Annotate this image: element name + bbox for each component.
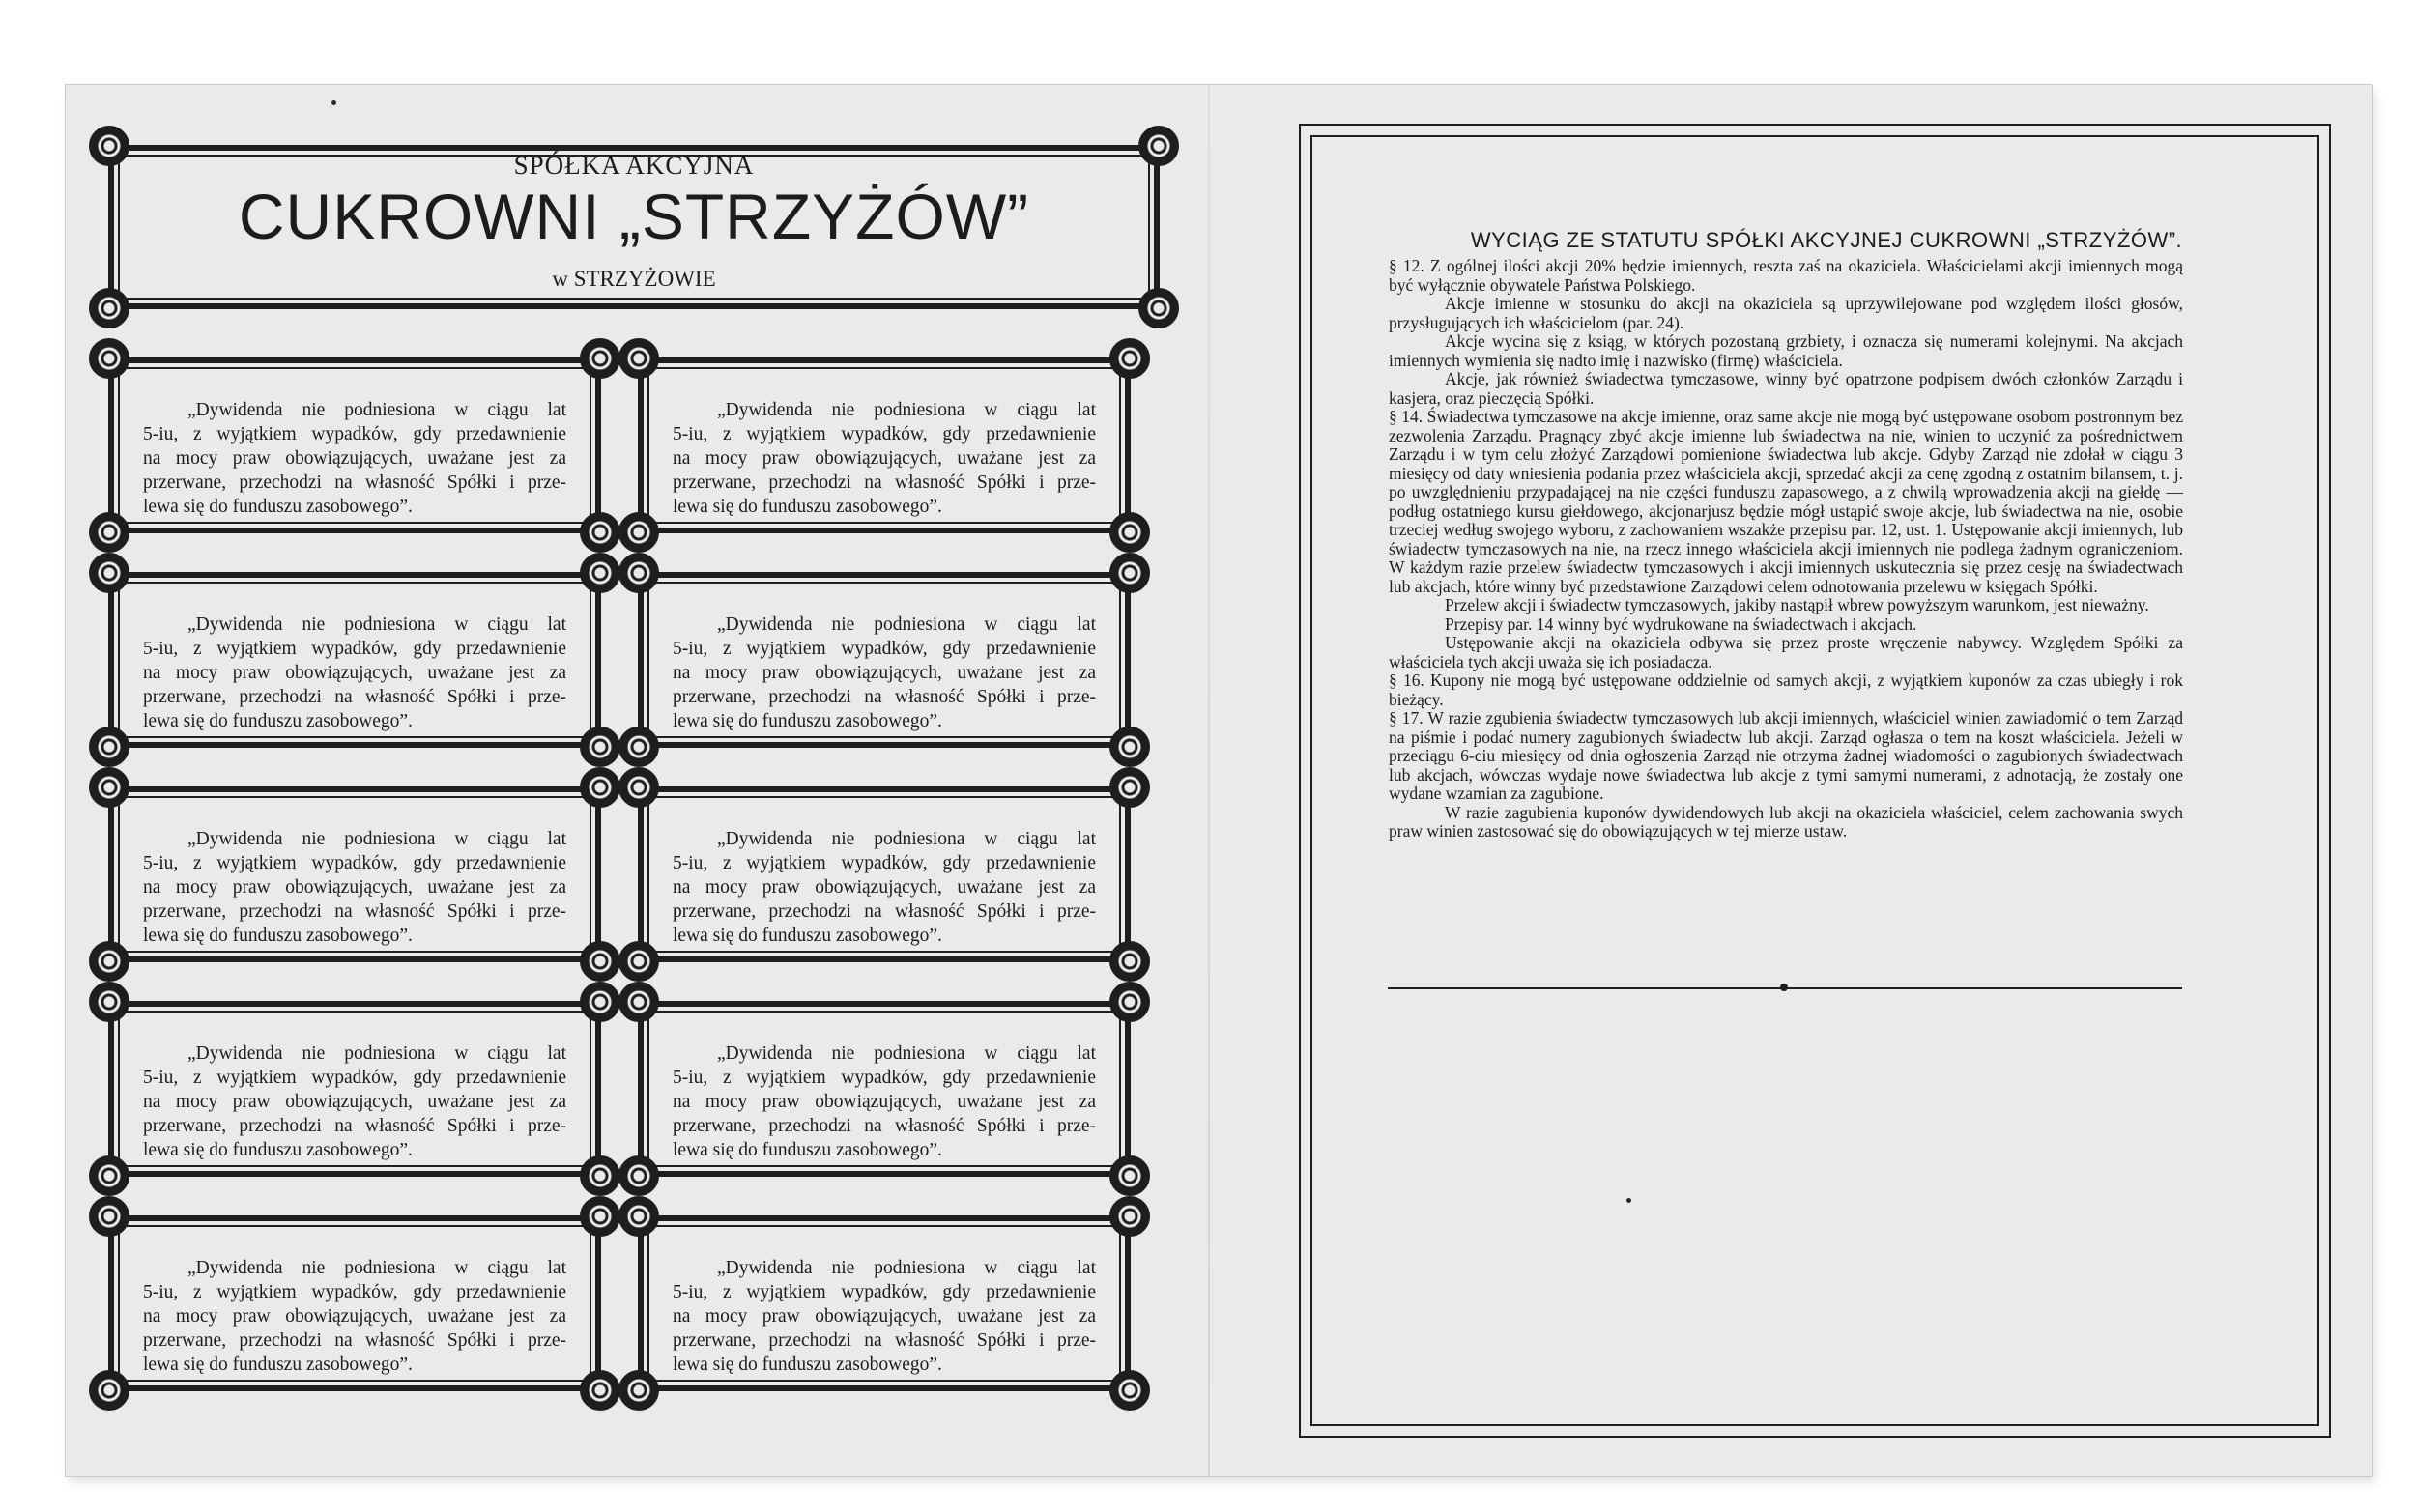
- rosette-ornament: [618, 982, 659, 1022]
- coupon-line: przerwane, przechodzi na własność Spółki i prze-: [673, 1330, 1096, 1351]
- rosette-ornament: [1109, 338, 1150, 379]
- statute-paragraph: Przelew akcji i świadectw tymczasowych, jakiby nastąpił wbrew powyższym warunkom, jest nieważny.: [1445, 595, 2149, 614]
- ink-speck: [331, 100, 336, 105]
- coupon-line: lewa się do funduszu zasobowego”.: [143, 711, 413, 731]
- coupon-text: [143, 827, 566, 948]
- statute-end-ornament: [1780, 984, 1788, 991]
- statute-paragraph: Ustępowanie akcji na okaziciela odbywa się przez proste wręczenie nabywcy. Względem Spółki za właściciela tych akcji uważa się ich posiadacza.: [1389, 633, 2183, 671]
- company-location: w STRZYŻOWIE: [552, 267, 716, 291]
- rosette-ornament: [580, 941, 620, 982]
- rosette-ornament: [1109, 767, 1150, 808]
- coupon-line: lewa się do funduszu zasobowego”.: [143, 1355, 413, 1375]
- coupon-line: 5-iu, z wyjątkiem wypadków, gdy przedawnienie: [143, 1068, 566, 1088]
- coupon-line: lewa się do funduszu zasobowego”.: [673, 1140, 942, 1160]
- coupon-line: przerwane, przechodzi na własność Spółki i prze-: [143, 1330, 566, 1351]
- dividend-coupon: [108, 786, 601, 962]
- coupon-line: na mocy praw obowiązujących, uważane jest za: [143, 1092, 566, 1112]
- coupon-text: [143, 398, 566, 519]
- statute-paragraph: § 16. Kupony nie mogą być ustępowane oddzielnie od samych akcji, z wyjątkiem kuponów za czas ubiegły i rok bieżący.: [1389, 670, 2183, 709]
- statute-paragraph: Akcje imienne w stosunku do akcji na okaziciela są uprzywilejowane pod względem ilości głosów, przysługujących ich właścicielom (par. 24).: [1389, 294, 2183, 332]
- statute-paragraph: W razie zagubienia kuponów dywidendowych lub akcji na okaziciela właściciel, celem zachowania swych praw winien zastosować się do obowiązujących w tej mierze ustaw.: [1389, 802, 2183, 841]
- statute-text: [1389, 257, 2183, 842]
- statute-paragraph: § 12. Z ogólnej ilości akcji 20% będzie imiennych, reszta zaś na okaziciela. Właścicielami akcji imiennych mogą być wyłącznie obywatele Państwa Polskiego.: [1389, 256, 2183, 295]
- dividend-coupon: [638, 1001, 1131, 1177]
- rosette-ornament: [89, 727, 129, 767]
- fold-line: [1208, 85, 1210, 1476]
- coupon-line: 5-iu, z wyjątkiem wypadków, gdy przedawnienie: [673, 424, 1096, 444]
- rosette-ornament: [1109, 982, 1150, 1022]
- rosette-ornament: [580, 553, 620, 593]
- statute-paragraph: Akcje wycina się z ksiąg, w których pozostaną grzbiety, i oznacza się numerami kolejnymi. Na akcjach imiennych wymienia się nadto imię i nazwisko (firmę) właściciela.: [1389, 331, 2183, 370]
- rosette-ornament: [89, 1155, 129, 1196]
- coupon-line: na mocy praw obowiązujących, uważane jest za: [673, 1306, 1096, 1327]
- coupon-line: 5-iu, z wyjątkiem wypadków, gdy przedawnienie: [143, 639, 566, 659]
- coupon-text: [673, 1256, 1096, 1377]
- dividend-coupon: [638, 572, 1131, 748]
- rosette-ornament: [580, 1370, 620, 1411]
- coupon-line: lewa się do funduszu zasobowego”.: [143, 1140, 413, 1160]
- dividend-coupon: [108, 1215, 601, 1391]
- coupon-line: „Dywidenda nie podniesiona w ciągu lat: [187, 1258, 566, 1278]
- coupon-text: [673, 1041, 1096, 1162]
- coupon-line: lewa się do funduszu zasobowego”.: [143, 926, 413, 946]
- coupon-line: na mocy praw obowiązujących, uważane jest za: [673, 1092, 1096, 1112]
- coupon-line: 5-iu, z wyjątkiem wypadków, gdy przedawnienie: [673, 639, 1096, 659]
- coupon-line: lewa się do funduszu zasobowego”.: [673, 711, 942, 731]
- coupon-line: na mocy praw obowiązujących, uważane jest za: [143, 663, 566, 683]
- coupon-line: na mocy praw obowiązujących, uważane jest za: [673, 448, 1096, 469]
- statute-paragraph: Akcje, jak również świadectwa tymczasowe, winny być opatrzone podpisem dwóch członków Zarządu i kasjera, oraz pieczęcią Spółki.: [1389, 369, 2183, 408]
- coupon-text: [673, 398, 1096, 519]
- rosette-ornament: [89, 512, 129, 553]
- coupon-line: „Dywidenda nie podniesiona w ciągu lat: [717, 400, 1096, 420]
- rosette-ornament: [580, 767, 620, 808]
- coupon-line: przerwane, przechodzi na własność Spółki i prze-: [143, 1116, 566, 1136]
- coupon-line: 5-iu, z wyjątkiem wypadków, gdy przedawnienie: [143, 424, 566, 444]
- coupon-line: na mocy praw obowiązujących, uważane jest za: [143, 877, 566, 898]
- dividend-coupon: [638, 1215, 1131, 1391]
- rosette-ornament: [1109, 1196, 1150, 1237]
- rosette-ornament: [580, 1196, 620, 1237]
- coupon-line: 5-iu, z wyjątkiem wypadków, gdy przedawnienie: [673, 853, 1096, 873]
- coupon-line: „Dywidenda nie podniesiona w ciągu lat: [187, 614, 566, 635]
- coupon-line: na mocy praw obowiązujących, uważane jest za: [143, 448, 566, 469]
- coupon-line: 5-iu, z wyjątkiem wypadków, gdy przedawnienie: [673, 1282, 1096, 1302]
- coupon-line: 5-iu, z wyjątkiem wypadków, gdy przedawnienie: [673, 1068, 1096, 1088]
- coupon-line: lewa się do funduszu zasobowego”.: [673, 926, 942, 946]
- rosette-ornament: [618, 512, 659, 553]
- coupon-text: [143, 613, 566, 733]
- statute-paragraph: Przepisy par. 14 winny być wydrukowane na świadectwach i akcjach.: [1445, 613, 1917, 634]
- dividend-coupon: [108, 357, 601, 533]
- rosette-ornament: [89, 553, 129, 593]
- coupon-line: na mocy praw obowiązujących, uważane jest za: [673, 877, 1096, 898]
- rosette-ornament: [580, 982, 620, 1022]
- coupon-line: lewa się do funduszu zasobowego”.: [143, 497, 413, 517]
- dividend-coupon: [108, 572, 601, 748]
- rosette-ornament: [1109, 727, 1150, 767]
- rosette-ornament: [618, 1196, 659, 1237]
- coupon-line: „Dywidenda nie podniesiona w ciągu lat: [187, 1043, 566, 1064]
- coupon-text: [673, 827, 1096, 948]
- coupon-line: „Dywidenda nie podniesiona w ciągu lat: [717, 1043, 1096, 1064]
- coupon-line: 5-iu, z wyjątkiem wypadków, gdy przedawnienie: [143, 853, 566, 873]
- coupon-line: „Dywidenda nie podniesiona w ciągu lat: [717, 829, 1096, 849]
- rosette-ornament: [618, 727, 659, 767]
- rosette-ornament: [89, 767, 129, 808]
- rosette-ornament: [89, 1370, 129, 1411]
- rosette-ornament: [1109, 1155, 1150, 1196]
- rosette-ornament: [618, 1155, 659, 1196]
- rosette-ornament: [580, 512, 620, 553]
- coupon-line: przerwane, przechodzi na własność Spółki i prze-: [673, 687, 1096, 707]
- rosette-ornament: [580, 1155, 620, 1196]
- dividend-coupon: [638, 357, 1131, 533]
- coupon-line: przerwane, przechodzi na własność Spółki i prze-: [673, 901, 1096, 922]
- rosette-ornament: [1109, 512, 1150, 553]
- coupon-line: przerwane, przechodzi na własność Spółki i prze-: [143, 472, 566, 493]
- rosette-ornament: [618, 1370, 659, 1411]
- rosette-ornament: [1109, 941, 1150, 982]
- coupon-line: przerwane, przechodzi na własność Spółki i prze-: [143, 901, 566, 922]
- statute-paragraph: § 17. W razie zgubienia świadectw tymczasowych lub akcji imiennych, właściciel winien zawiadomić o tem Zarząd na piśmie i podać numery zagubionych świadectw lub akcji. Zarząd ogłasza o tem na koszt właściciela. Jeżeli w przeciągu 6-ciu miesięcy od dnia ogłoszenia Zarząd nie otrzyma żadnej wiadomości o zagubionych świadectwach lub akcjach, wówczas wydaje nowe świadectwa lub akcje z tymi samymi numerami, z adnotacją, że zostały one wydane wzamian za zagubione.: [1389, 708, 2183, 803]
- coupon-line: lewa się do funduszu zasobowego”.: [673, 1355, 942, 1375]
- rosette-ornament: [89, 1196, 129, 1237]
- statute-title: WYCIĄG ZE STATUTU SPÓŁKI AKCYJNEJ CUKROWNI „STRZYŻÓW”.: [1470, 228, 2183, 252]
- coupon-line: przerwane, przechodzi na własność Spółki i prze-: [143, 687, 566, 707]
- dividend-coupon: [108, 1001, 601, 1177]
- statute-paragraph: § 14. Świadectwa tymczasowe na akcje imienne, oraz same akcje nie mogą być ustępowane osobom postronnym bez zezwolenia Zarządu. Pragnący zbyć akcje imienne lub świadectwa na nie, winien to uczynić za pośrednictwem Zarządu i w tym celu złożyć Zarządowi pomienione świadectwa lub akcje. Gdyby Zarząd nie zdołał w ciągu 3 miesięcy od daty wniesienia podania przez właściciela akcji, sprzedać akcji za cenę zgodną z ostatnim bilansem, t. j. po uwzględnieniu przypadającej na nie części funduszu zapasowego, a z chwilą wprowadzenia akcji na giełdę — podług ostatniego kursu giełdowego, akcjonarjusz będzie mógł ustąpić swoje akcje, lub świadectwa na nie, osobie trzeciej według swojego wyboru, z zachowaniem wszakże przepisu par. 12, ust. 1. Ustępowanie akcji imiennych, lub świadectw tymczasowych na nie, na rzecz innego właściciela akcji imiennych nie podlega żadnym ograniczeniom. W każdym razie przelew świadectw tymczasowych i akcji imiennych uskutecznia się przez cesję na świadectwach lub akcjach, które winny być przedstawione Zarządowi celem odnotowania przelewu w księgach Spółki.: [1389, 407, 2183, 596]
- coupon-text: [143, 1256, 566, 1377]
- coupon-line: przerwane, przechodzi na własność Spółki i prze-: [673, 1116, 1096, 1136]
- company-kicker: SPÓŁKA AKCYJNA: [513, 151, 755, 180]
- rosette-ornament: [89, 338, 129, 379]
- rosette-ornament: [580, 338, 620, 379]
- coupon-line: lewa się do funduszu zasobowego”.: [673, 497, 942, 517]
- coupon-line: 5-iu, z wyjątkiem wypadków, gdy przedawnienie: [143, 1282, 566, 1302]
- coupon-line: „Dywidenda nie podniesiona w ciągu lat: [187, 829, 566, 849]
- rosette-ornament: [1109, 553, 1150, 593]
- header-block: [108, 97, 1160, 319]
- rosette-ornament: [618, 553, 659, 593]
- rosette-ornament: [1109, 1370, 1150, 1411]
- coupon-line: „Dywidenda nie podniesiona w ciągu lat: [187, 400, 566, 420]
- rosette-ornament: [89, 982, 129, 1022]
- rosette-ornament: [580, 727, 620, 767]
- coupon-line: na mocy praw obowiązujących, uważane jest za: [673, 663, 1096, 683]
- coupon-text: [673, 613, 1096, 733]
- rosette-ornament: [618, 941, 659, 982]
- rosette-ornament: [618, 767, 659, 808]
- rosette-ornament: [89, 941, 129, 982]
- coupon-line: „Dywidenda nie podniesiona w ciągu lat: [717, 614, 1096, 635]
- ink-speck: [1626, 1198, 1631, 1203]
- rosette-ornament: [618, 338, 659, 379]
- coupon-line: na mocy praw obowiązujących, uważane jest za: [143, 1306, 566, 1327]
- coupon-line: „Dywidenda nie podniesiona w ciągu lat: [717, 1258, 1096, 1278]
- coupon-line: przerwane, przechodzi na własność Spółki i prze-: [673, 472, 1096, 493]
- dividend-coupon: [638, 786, 1131, 962]
- coupon-text: [143, 1041, 566, 1162]
- company-title: CUKROWNI „STRZYŻÓW”: [238, 181, 1030, 252]
